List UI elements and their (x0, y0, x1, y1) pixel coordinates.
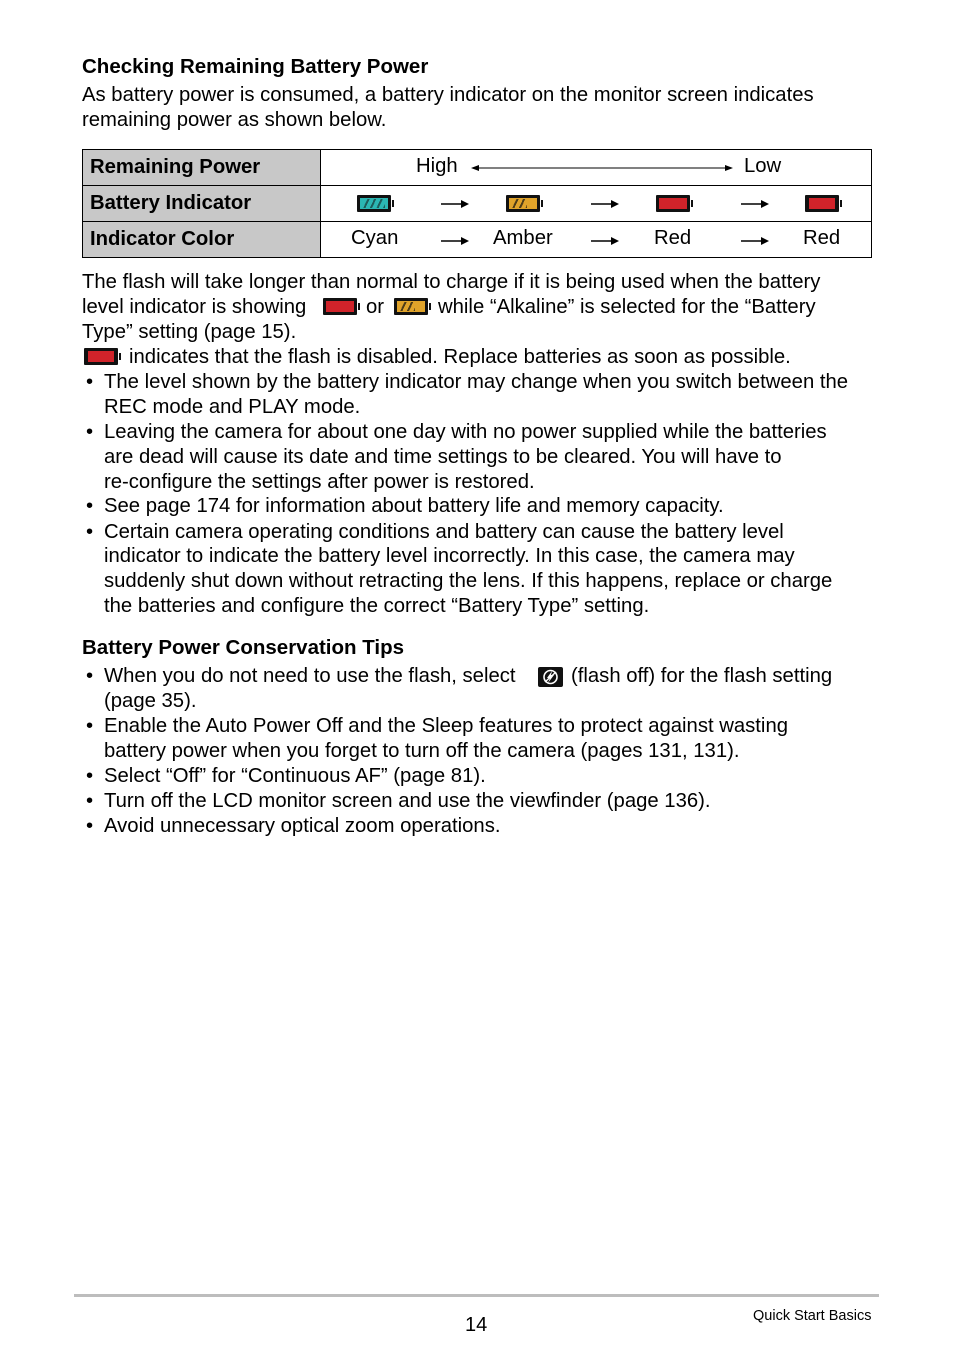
section-title-conservation-tips: Battery Power Conservation Tips (82, 636, 405, 659)
color-label-cyan: Cyan (351, 227, 399, 249)
double-arrow-icon (471, 161, 733, 175)
bullet4-line2: indicator to indicate the battery level incorrectly. In this case, the camera may (104, 545, 795, 567)
tip1-line1a: When you do not need to use the flash, select (104, 665, 516, 687)
tip1-line2: (page 35). (104, 690, 197, 712)
battery-amber-icon (506, 195, 540, 212)
low-label: Low (744, 155, 782, 177)
flash-off-icon (538, 667, 563, 687)
tip1-line1b: (flash off) for the flash setting (571, 665, 833, 687)
bullet-marker: • (86, 715, 94, 737)
bullet2-line3: re-configure the settings after power is restored. (104, 471, 535, 493)
battery-cyan-icon (357, 195, 391, 212)
battery-indicator-table (82, 149, 872, 258)
bullet4-line3: suddenly shut down without retracting the lens. If this happens, replace or charge (104, 570, 833, 592)
tip4-line1: Turn off the LCD monitor screen and use the viewfinder (page 136). (104, 790, 711, 812)
row-label-remaining-power: Remaining Power (83, 150, 321, 186)
tip2-line1: Enable the Auto Power Off and the Sleep features to protect against wasting (104, 715, 788, 737)
section-title-battery-power: Checking Remaining Battery Power (82, 55, 429, 78)
battery-red-low-icon (656, 195, 690, 212)
battery-indicator-cell (321, 186, 872, 222)
bullet1-line2: REC mode and PLAY mode. (104, 396, 361, 418)
flash-text-line2c: while “Alkaline” is selected for the “Battery (438, 296, 816, 318)
arrow-right-icon (591, 235, 619, 247)
bullet-marker: • (86, 665, 94, 687)
flash-text-line2b: or (366, 296, 385, 318)
bullet4-line1: Certain camera operating conditions and battery can cause the battery level (104, 521, 784, 543)
flash-text-line3: Type” setting (page 15). (82, 321, 297, 343)
bullet4-line4: the batteries and configure the correct “Battery Type” setting. (104, 595, 650, 617)
bullet-marker: • (86, 521, 94, 543)
tip2-line2: battery power when you forget to turn off the camera (pages 131, 131). (104, 740, 740, 762)
row-label-battery-indicator: Battery Indicator (83, 186, 321, 222)
intro-text-line2: remaining power as shown below. (82, 109, 387, 131)
bullet-marker: • (86, 790, 94, 812)
bullet1-line1: The level shown by the battery indicator may change when you switch between the (104, 371, 849, 393)
bullet-marker: • (86, 421, 94, 443)
color-label-red: Red (654, 227, 692, 249)
remaining-power-cell (321, 150, 872, 186)
tip5-line1: Avoid unnecessary optical zoom operations. (104, 815, 501, 837)
arrow-right-icon (441, 235, 469, 247)
intro-text-line1: As battery power is consumed, a battery indicator on the monitor screen indicates (82, 84, 814, 106)
arrow-right-icon (741, 198, 769, 210)
battery-red-empty-icon (805, 195, 839, 212)
tip3-line1: Select “Off” for “Continuous AF” (page 81). (104, 765, 486, 787)
color-label-amber: Amber (493, 227, 553, 249)
color-label-red-2: Red (803, 227, 841, 249)
battery-red-inline-icon (323, 298, 357, 315)
indicator-color-cell (321, 222, 872, 258)
bullet-marker: • (86, 371, 94, 393)
flash-text-line2a: level indicator is showing (82, 296, 307, 318)
battery-amber-inline-icon (394, 298, 428, 315)
arrow-right-icon (741, 235, 769, 247)
arrow-right-icon (591, 198, 619, 210)
bullet-marker: • (86, 765, 94, 787)
page-number: 14 (465, 1314, 488, 1336)
bullet-marker: • (86, 815, 94, 837)
bullet2-line2: are dead will cause its date and time settings to be cleared. You will have to (104, 446, 782, 468)
battery-empty-inline-icon (84, 348, 118, 365)
footer-rule (74, 1294, 879, 1297)
bullet3-line1: See page 174 for information about battery life and memory capacity. (104, 495, 724, 517)
footer-section-name: Quick Start Basics (753, 1308, 872, 1324)
bullet-marker: • (86, 495, 94, 517)
flash-text-line1: The flash will take longer than normal to charge if it is being used when the battery (82, 271, 821, 293)
arrow-right-icon (441, 198, 469, 210)
flash-text-line4: indicates that the flash is disabled. Replace batteries as soon as possible. (129, 346, 791, 368)
high-label: High (416, 155, 458, 177)
row-label-indicator-color: Indicator Color (83, 222, 321, 258)
bullet2-line1: Leaving the camera for about one day with no power supplied while the batteries (104, 421, 827, 443)
